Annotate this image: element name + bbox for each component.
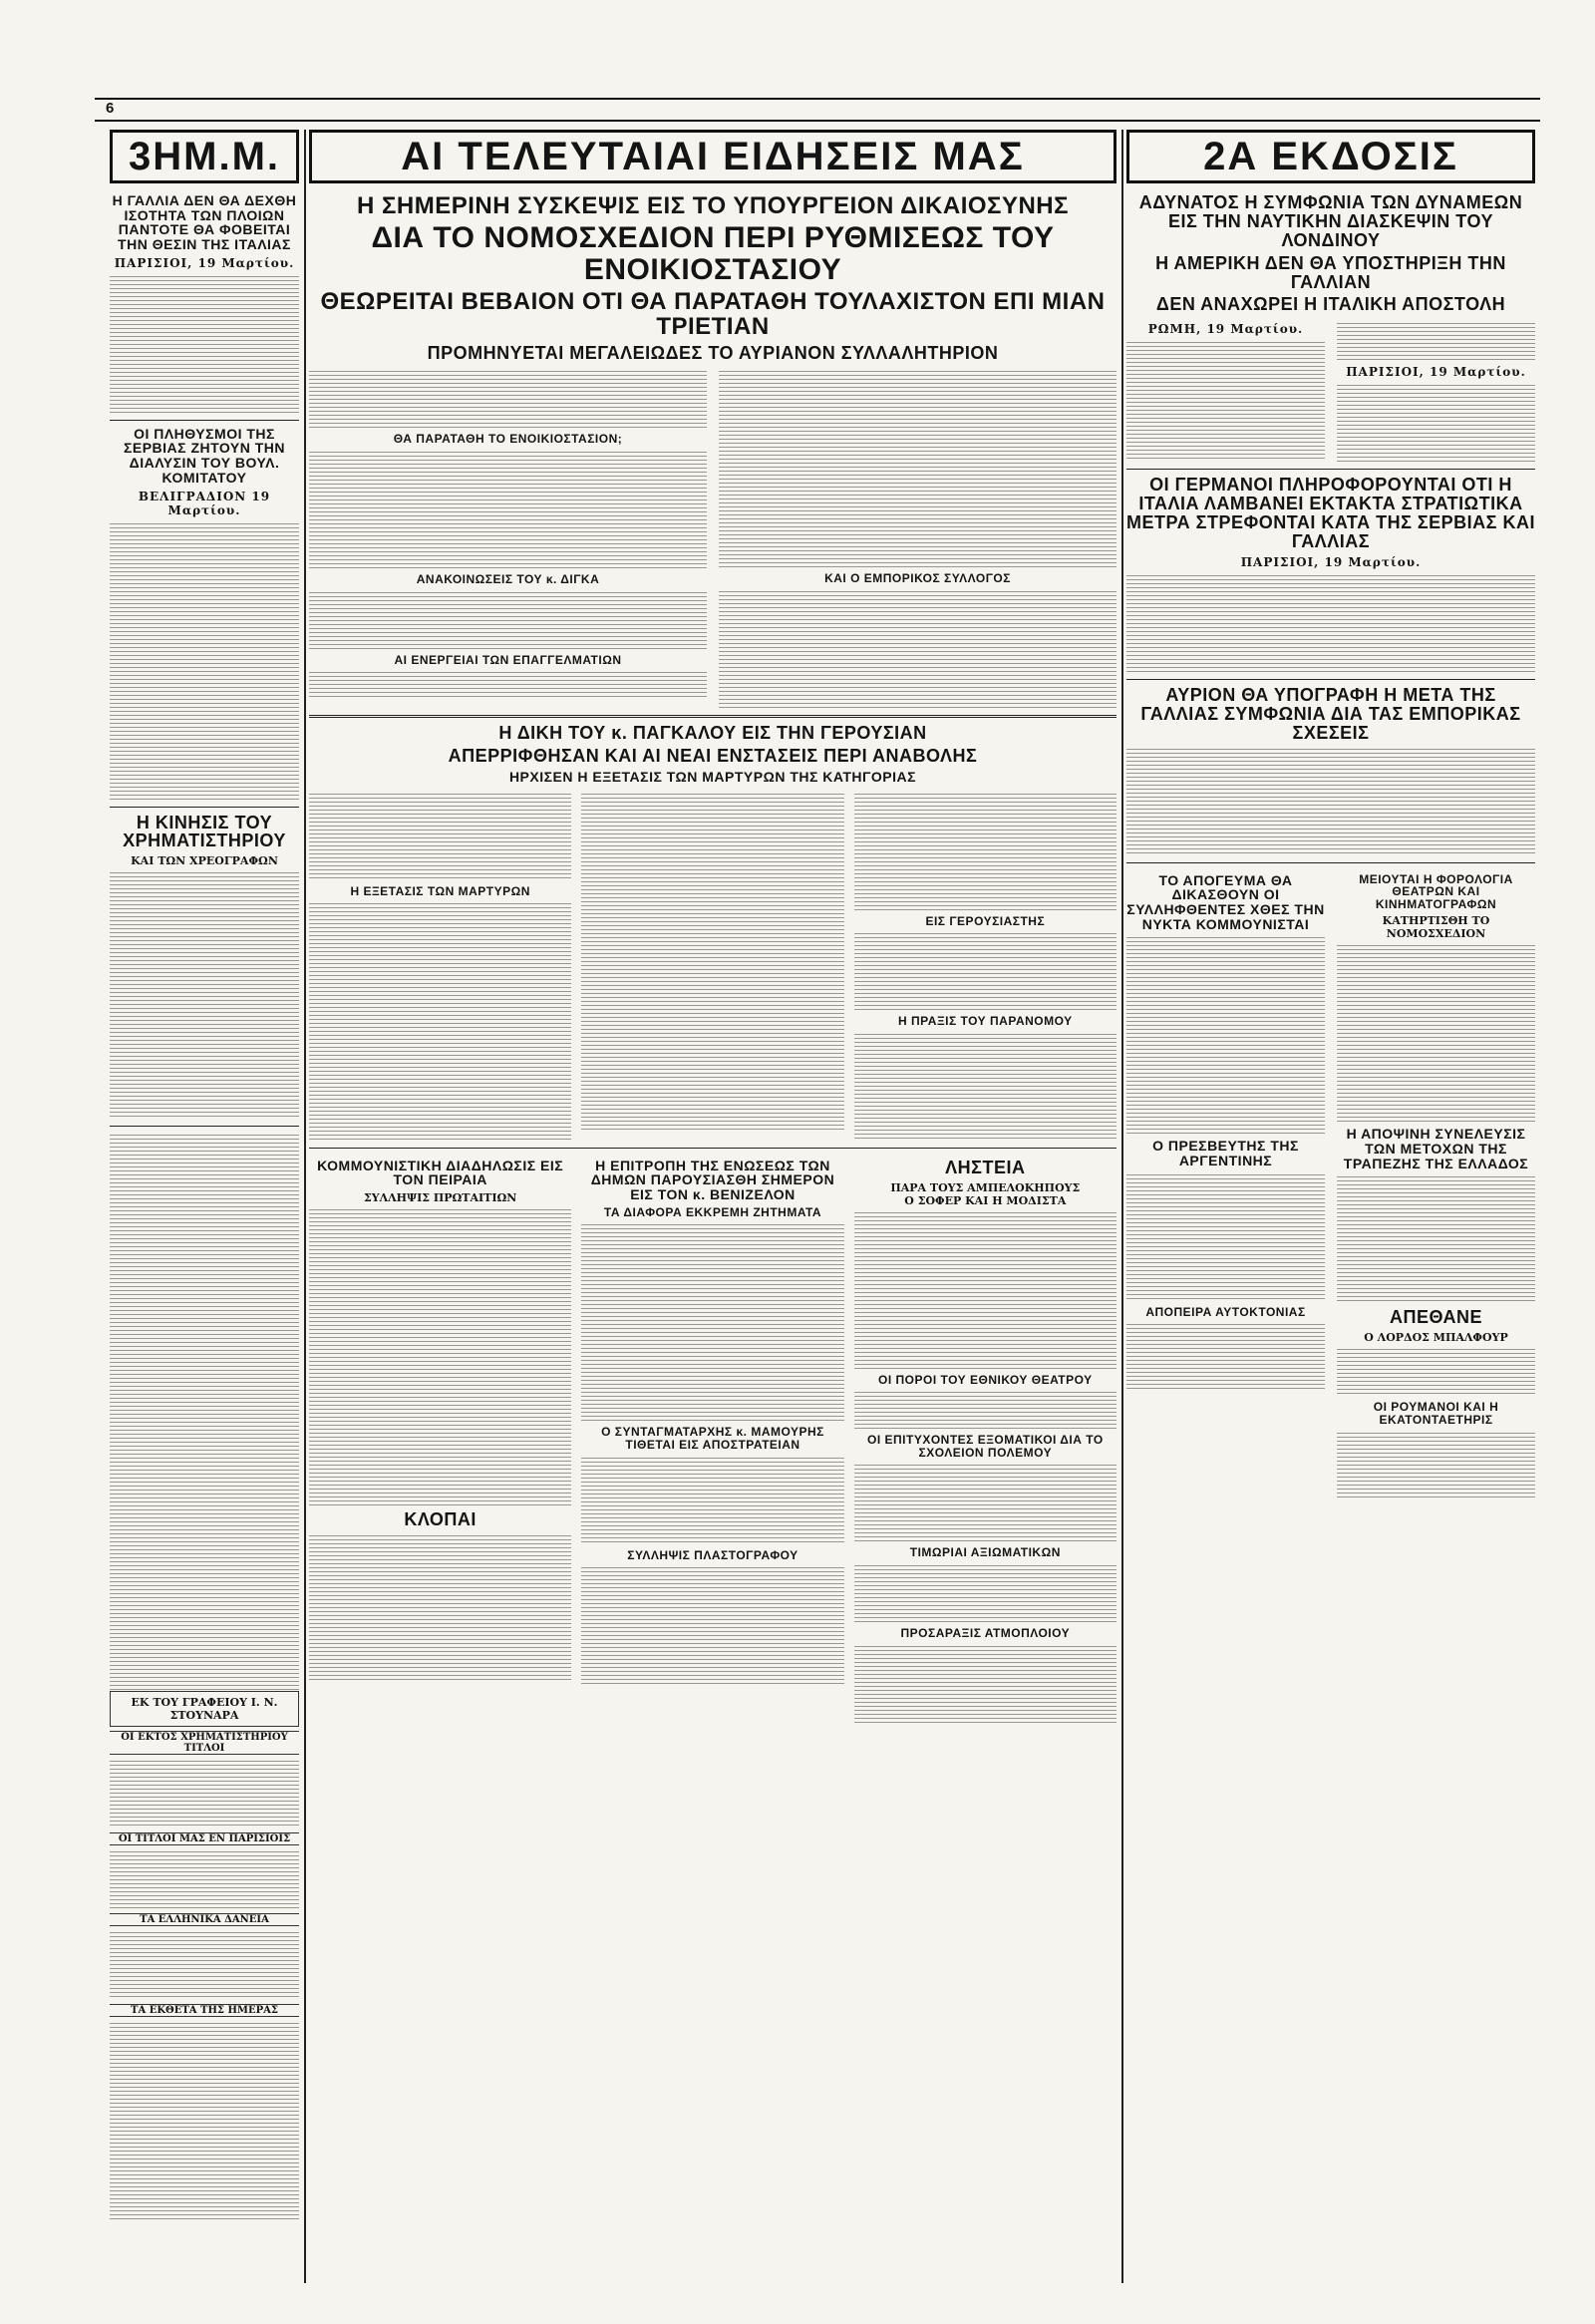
divider — [110, 420, 299, 421]
subheadline: ΚΑΤΗΡΤΙΣΘΗ ΤΟ ΝΟΜΟΣΧΕΔΙΟΝ — [1382, 914, 1490, 941]
article-body — [1126, 318, 1535, 463]
headline: ΛΗΣΤΕΙΑ — [945, 1157, 1026, 1177]
article-text — [1126, 573, 1535, 673]
headline: Η ΕΠΙΤΡΟΠΗ ΤΗΣ ΕΝΩΣΕΩΣ ΤΩΝ ΔΗΜΩΝ ΠΑΡΟΥΣΙΑΣΘΗ ΣΗΜΕΡΟΝ ΕΙΣ ΤΟΝ κ. ΒΕΝΙΖΕΛΟΝ — [590, 1157, 835, 1203]
divider — [1126, 679, 1535, 680]
article-text — [854, 1032, 1116, 1142]
article-text — [1126, 1322, 1325, 1392]
article-text — [110, 2021, 299, 2220]
article-text — [1126, 935, 1325, 1135]
headline: ΑΠΕΡΡΙΦΘΗΣΑΝ ΚΑΙ ΑΙ ΝΕΑΙ ΕΝΣΤΑΣΕΙΣ ΠΕΡΙ ΑΝΑΒΟΛΗΣ — [448, 745, 978, 766]
headline: Η ΔΙΚΗ ΤΟΥ κ. ΠΑΓΚΑΛΟΥ ΕΙΣ ΤΗΝ ΓΕΡΟΥΣΙΑΝ — [498, 723, 927, 744]
subheading: ΘΑ ΠΑΡΑΤΑΘΗ ΤΟ ΕΝΟΙΚΙΟΣΤΑΣΙΟΝ; — [393, 432, 623, 447]
subheadline: Ο ΛΟΡΔΟΣ ΜΠΑΛΦΟΥΡ — [1364, 1331, 1508, 1345]
headline: Ο ΠΡΕΣΒΕΥΤΗΣ ΤΗΣ ΑΡΓΕΝΤΙΝΗΣ — [1152, 1138, 1299, 1169]
headline: ΚΛΟΠΑΙ — [404, 1509, 477, 1530]
article-text — [581, 1565, 843, 1685]
article-text — [309, 1207, 571, 1506]
article-text — [110, 1759, 299, 1828]
article-text — [309, 450, 707, 569]
divider — [110, 1126, 299, 1127]
article-text — [110, 870, 299, 1120]
lower-articles — [309, 1155, 1116, 1724]
left-column-title: 3ΗΜ.Μ. — [110, 130, 299, 183]
stock-table — [110, 1133, 299, 1691]
article-text — [110, 1930, 299, 2000]
headline: ΚΟΜΜΟΥΝΙΣΤΙΚΗ ΔΙΑΔΗΛΩΣΙΣ ΕΙΣ ΤΟΝ ΠΕΙΡΑΙΑ — [317, 1157, 564, 1188]
article-text — [309, 1533, 571, 1683]
headline: ΑΥΡΙΟΝ ΘΑ ΥΠΟΓΡΑΦΗ Η ΜΕΤΑ ΤΗΣ ΓΑΛΛΙΑΣ ΣΥΜΦΩΝΙΑ ΔΙΑ ΤΑΣ ΕΜΠΟΡΙΚΑΣ ΣΧΕΣΕΙΣ — [1140, 684, 1521, 743]
headline: Η ΑΜΕΡΙΚΗ ΔΕΝ ΘΑ ΥΠΟΣΤΗΡΙΞΗ ΤΗΝ ΓΑΛΛΙΑΝ — [1155, 252, 1506, 292]
center-column — [309, 130, 1116, 2283]
article-text — [854, 1563, 1116, 1623]
lower-articles — [1126, 869, 1535, 1500]
headline: ΟΙ ΕΠΙΤΥΧΟΝΤΕΣ ΕΞΟΜΑΤΙΚΟΙ ΔΙΑ ΤΟ ΣΧΟΛΕΙΟΝ ΠΟΛΕΜΟΥ — [866, 1433, 1104, 1460]
article-text — [309, 670, 707, 700]
article-text — [1126, 1172, 1325, 1302]
article-text — [1337, 383, 1535, 463]
headline: ΘΕΩΡΕΙΤΑΙ ΒΕΒΑΙΟΝ ΟΤΙ ΘΑ ΠΑΡΑΤΑΘΗ ΤΟΥΛΑΧΙΣΤΟΝ ΕΠΙ ΜΙΑΝ ΤΡΙΕΤΙΑΝ — [320, 288, 1106, 341]
article-text — [719, 589, 1116, 709]
article-text — [309, 369, 707, 429]
subheadline: Ο ΣΟΦΕΡ ΚΑΙ Η ΜΟΔΙΣΤΑ — [904, 1193, 1067, 1207]
article-text — [581, 792, 843, 1131]
subheadline: ΚΑΙ ΤΩΝ ΧΡΕΟΓΡΑΦΩΝ — [131, 854, 278, 868]
subheading: Η ΠΡΑΞΙΣ ΤΟΥ ΠΑΡΑΝΟΜΟΥ — [898, 1014, 1073, 1029]
divider — [110, 807, 299, 808]
divider — [1126, 469, 1535, 470]
article-text — [581, 1222, 843, 1422]
article-text — [854, 931, 1116, 1011]
article-text — [854, 1463, 1116, 1542]
headline: ΗΡΧΙΣΕΝ Η ΕΞΕΤΑΣΙΣ ΤΩΝ ΜΑΡΤΥΡΩΝ ΤΗΣ ΚΑΤΗΓΟΡΙΑΣ — [508, 768, 917, 785]
article-text — [854, 1644, 1116, 1724]
headline: ΑΠΕΘΑΝΕ — [1389, 1307, 1483, 1328]
article-text — [719, 369, 1116, 568]
headline: ΤΙΜΩΡΙΑΙ ΑΞΙΩΜΑΤΙΚΩΝ — [909, 1545, 1061, 1560]
subheadline: ΣΥΛΛΗΨΙΣ ΠΡΩΤΑΙΤΙΩΝ — [363, 1191, 517, 1205]
article-text — [854, 1210, 1116, 1370]
headline: ΑΔΥΝΑΤΟΣ Η ΣΥΜΦΩΝΙΑ ΤΩΝ ΔΥΝΑΜΕΩΝ ΕΙΣ ΤΗΝ ΝΑΥΤΙΚΗΝ ΔΙΑΣΚΕΨΙΝ ΤΟΥ ΛΟΝΔΙΝΟΥ — [1138, 192, 1523, 250]
article-text — [309, 901, 571, 1141]
article-text — [309, 792, 571, 881]
subheading: ΚΑΙ Ο ΕΜΠΟΡΙΚΟΣ ΣΥΛΛΟΓΟΣ — [824, 571, 1011, 586]
section-heading: ΟΙ ΤΙΤΛΟΙ ΜΑΣ ΕΝ ΠΑΡΙΣΙΟΙΣ — [110, 1832, 299, 1845]
article-text — [854, 792, 1116, 911]
section-heading: ΤΑ ΕΛΛΗΝΙΚΑ ΔΑΝΕΙΑ — [110, 1913, 299, 1926]
headline: Η ΓΑΛΛΙΑ ΔΕΝ ΘΑ ΔΕΧΘΗ ΙΣΟΤΗΤΑ ΤΩΝ ΠΛΟΙΩΝ ΠΑΝΤΟΤΕ ΘΑ ΦΟΒΕΙΤΑΙ ΤΗΝ ΘΕΣΙΝ ΤΗΣ ΙΤΑΛΙΑΣ — [112, 192, 297, 253]
subheading: ΑΝΑΚΟΙΝΩΣΕΙΣ ΤΟΥ κ. ΔΙΓΚΑ — [416, 572, 600, 587]
headline: Η ΣΗΜΕΡΙΝΗ ΣΥΣΚΕΨΙΣ ΕΙΣ ΤΟ ΥΠΟΥΡΓΕΙΟΝ ΔΙΚΑΙΟΣΥΝΗΣ — [356, 192, 1070, 219]
dateline: ΠΑΡΙΣΙΟΙ, 19 Μαρτίου. — [1240, 554, 1422, 569]
left-column — [110, 130, 299, 2283]
article-text — [1337, 1174, 1535, 1304]
article-text — [110, 1849, 299, 1909]
headline: ΟΙ ΠΟΡΟΙ ΤΟΥ ΕΘΝΙΚΟΥ ΘΕΑΤΡΟΥ — [878, 1372, 1093, 1387]
section-heading: ΤΑ ΕΚΘΕΤΑ ΤΗΣ ΗΜΕΡΑΣ — [110, 2004, 299, 2017]
subheading: Η ΕΞΕΤΑΣΙΣ ΤΩΝ ΜΑΡΤΥΡΩΝ — [350, 883, 530, 898]
headline: ΔΙΑ ΤΟ ΝΟΜΟΣΧΕΔΙΟΝ ΠΕΡΙ ΡΥΘΜΙΣΕΩΣ ΤΟΥ ΕΝΟΙΚΙΟΣΤΑΣΙΟΥ — [371, 221, 1055, 286]
headline: ΟΙ ΠΛΗΘΥΣΜΟΙ ΤΗΣ ΣΕΡΒΙΑΣ ΖΗΤΟΥΝ ΤΗΝ ΔΙΑΛΥΣΙΝ ΤΟΥ ΒΟΥΛ. ΚΟΜΙΤΑΤΟΥ — [123, 425, 286, 486]
divider — [309, 715, 1116, 718]
article-text — [1337, 1347, 1535, 1397]
article-text — [110, 274, 299, 414]
dateline: ΡΩΜΗ, 19 Μαρτίου. — [1147, 322, 1304, 337]
headline: ΠΡΟΜΗΝΥΕΤΑΙ ΜΕΓΑΛΕΙΩΔΕΣ ΤΟ ΑΥΡΙΑΝΟΝ ΣΥΛΛΑΛΗΤΗΡΙΟΝ — [427, 342, 999, 363]
headline: ΤΟ ΑΠΟΓΕΥΜΑ ΘΑ ΔΙΚΑΣΘΟΥΝ ΟΙ ΣΥΛΛΗΦΘΕΝΤΕΣ ΧΘΕΣ ΤΗΝ ΝΥΚΤΑ ΚΟΜΜΟΥΝΙΣΤΑΙ — [1126, 871, 1325, 932]
article-text — [854, 1390, 1116, 1430]
headline: Ο ΣΥΝΤΑΓΜΑΤΑΡΧΗΣ κ. ΜΑΜΟΥΡΗΣ ΤΙΘΕΤΑΙ ΕΙΣ ΑΠΟΣΤΡΑΤΕΙΑΝ — [601, 1425, 824, 1452]
page-number: 6 — [106, 100, 115, 117]
subheadline: ΠΑΡΑ ΤΟΥΣ ΑΜΠΕΛΟΚΗΠΟΥΣ — [890, 1180, 1081, 1194]
article-text — [1337, 943, 1535, 1123]
article-text — [1126, 747, 1535, 856]
right-column-title: 2Α ΕΚΔΟΣΙΣ — [1126, 130, 1535, 183]
headline: ΟΙ ΡΟΥΜΑΝΟΙ ΚΑΙ Η ΕΚΑΤΟΝΤΑΕΤΗΡΙΣ — [1373, 1400, 1499, 1427]
broker-box: ΕΚ ΤΟΥ ΓΡΑΦΕΙΟΥ Ι. Ν. ΣΤΟΥΝΑΡΑ — [110, 1691, 299, 1727]
article-text — [110, 521, 299, 801]
column-divider — [1121, 130, 1123, 2283]
article-body — [309, 789, 1116, 1142]
headline: ΔΕΝ ΑΝΑΧΩΡΕΙ Η ΙΤΑΛΙΚΗ ΑΠΟΣΤΟΛΗ — [1155, 294, 1506, 315]
subheading: ΕΙΣ ΓΕΡΟΥΣΙΑΣΤΗΣ — [925, 913, 1046, 928]
headline: ΣΥΛΛΗΨΙΣ ΠΛΑΣΤΟΓΡΑΦΟΥ — [627, 1547, 798, 1562]
section-heading: ΟΙ ΕΚΤΟΣ ΧΡΗΜΑΤΙΣΤΗΡΙΟΥ ΤΙΤΛΟΙ — [110, 1731, 299, 1755]
article-text — [1337, 321, 1535, 361]
headline: ΑΠΟΠΕΙΡΑ ΑΥΤΟΚΤΟΝΙΑΣ — [1145, 1304, 1306, 1319]
subheading: ΑΙ ΕΝΕΡΓΕΙΑΙ ΤΩΝ ΕΠΑΓΓΕΛΜΑΤΙΩΝ — [394, 652, 622, 667]
dateline: ΠΑΡΙΣΙΟΙ, 19 Μαρτίου. — [114, 255, 295, 270]
column-divider — [304, 130, 306, 2283]
headline: ΟΙ ΓΕΡΜΑΝΟΙ ΠΛΗΡΟΦΟΡΟΥΝΤΑΙ ΟΤΙ Η ΙΤΑΛΙΑ ΛΑΜΒΑΝΕΙ ΕΚΤΑΚΤΑ ΣΤΡΑΤΙΩΤΙΚΑ ΜΕΤΡΑ ΣΤΡΕΦΟΝΤΑΙ ΚΑΤΑ ΤΗΣ ΣΕΡΒΙΑΣ ΚΑΙ ΓΑΛΛΙΑΣ — [1126, 475, 1535, 552]
dateline: ΒΕΛΙΓΡΑΔΙΟΝ 19 Μαρτίου. — [138, 489, 271, 517]
dateline: ΠΑΡΙΣΙΟΙ, 19 Μαρτίου. — [1346, 365, 1526, 380]
article-text — [309, 590, 707, 650]
subheadline: ΤΑ ΔΙΑΦΟΡΑ ΕΚΚΡΕΜΗ ΖΗΤΗΜΑΤΑ — [603, 1204, 822, 1219]
top-rule — [95, 98, 1540, 122]
headline: ΜΕΙΟΥΤΑΙ Η ΦΟΡΟΛΟΓΙΑ ΘΕΑΤΡΩΝ ΚΑΙ ΚΙΝΗΜΑΤΟΓΡΑΦΩΝ — [1359, 871, 1513, 911]
right-column — [1126, 130, 1535, 2283]
divider — [1126, 862, 1535, 863]
article-text — [1126, 340, 1325, 460]
headline: Η ΚΙΝΗΣΙΣ ΤΟΥ ΧΡΗΜΑΤΙΣΤΗΡΙΟΥ — [123, 812, 286, 851]
divider — [309, 1148, 1116, 1149]
headline: Η ΑΠΟΨΙΝΗ ΣΥΝΕΛΕΥΣΙΣ ΤΩΝ ΜΕΤΟΧΩΝ ΤΗΣ ΤΡΑΠΕΖΗΣ ΤΗΣ ΕΛΛΑΔΟΣ — [1343, 1126, 1529, 1171]
center-column-title: ΑΙ ΤΕΛΕΥΤΑΙΑΙ ΕΙΔΗΣΕΙΣ ΜΑΣ — [309, 130, 1116, 183]
article-text — [1337, 1431, 1535, 1500]
headline: ΠΡΟΣΑΡΑΞΙΣ ΑΤΜΟΠΛΟΙΟΥ — [900, 1625, 1071, 1640]
article-body — [309, 366, 1116, 709]
article-text — [581, 1456, 843, 1545]
